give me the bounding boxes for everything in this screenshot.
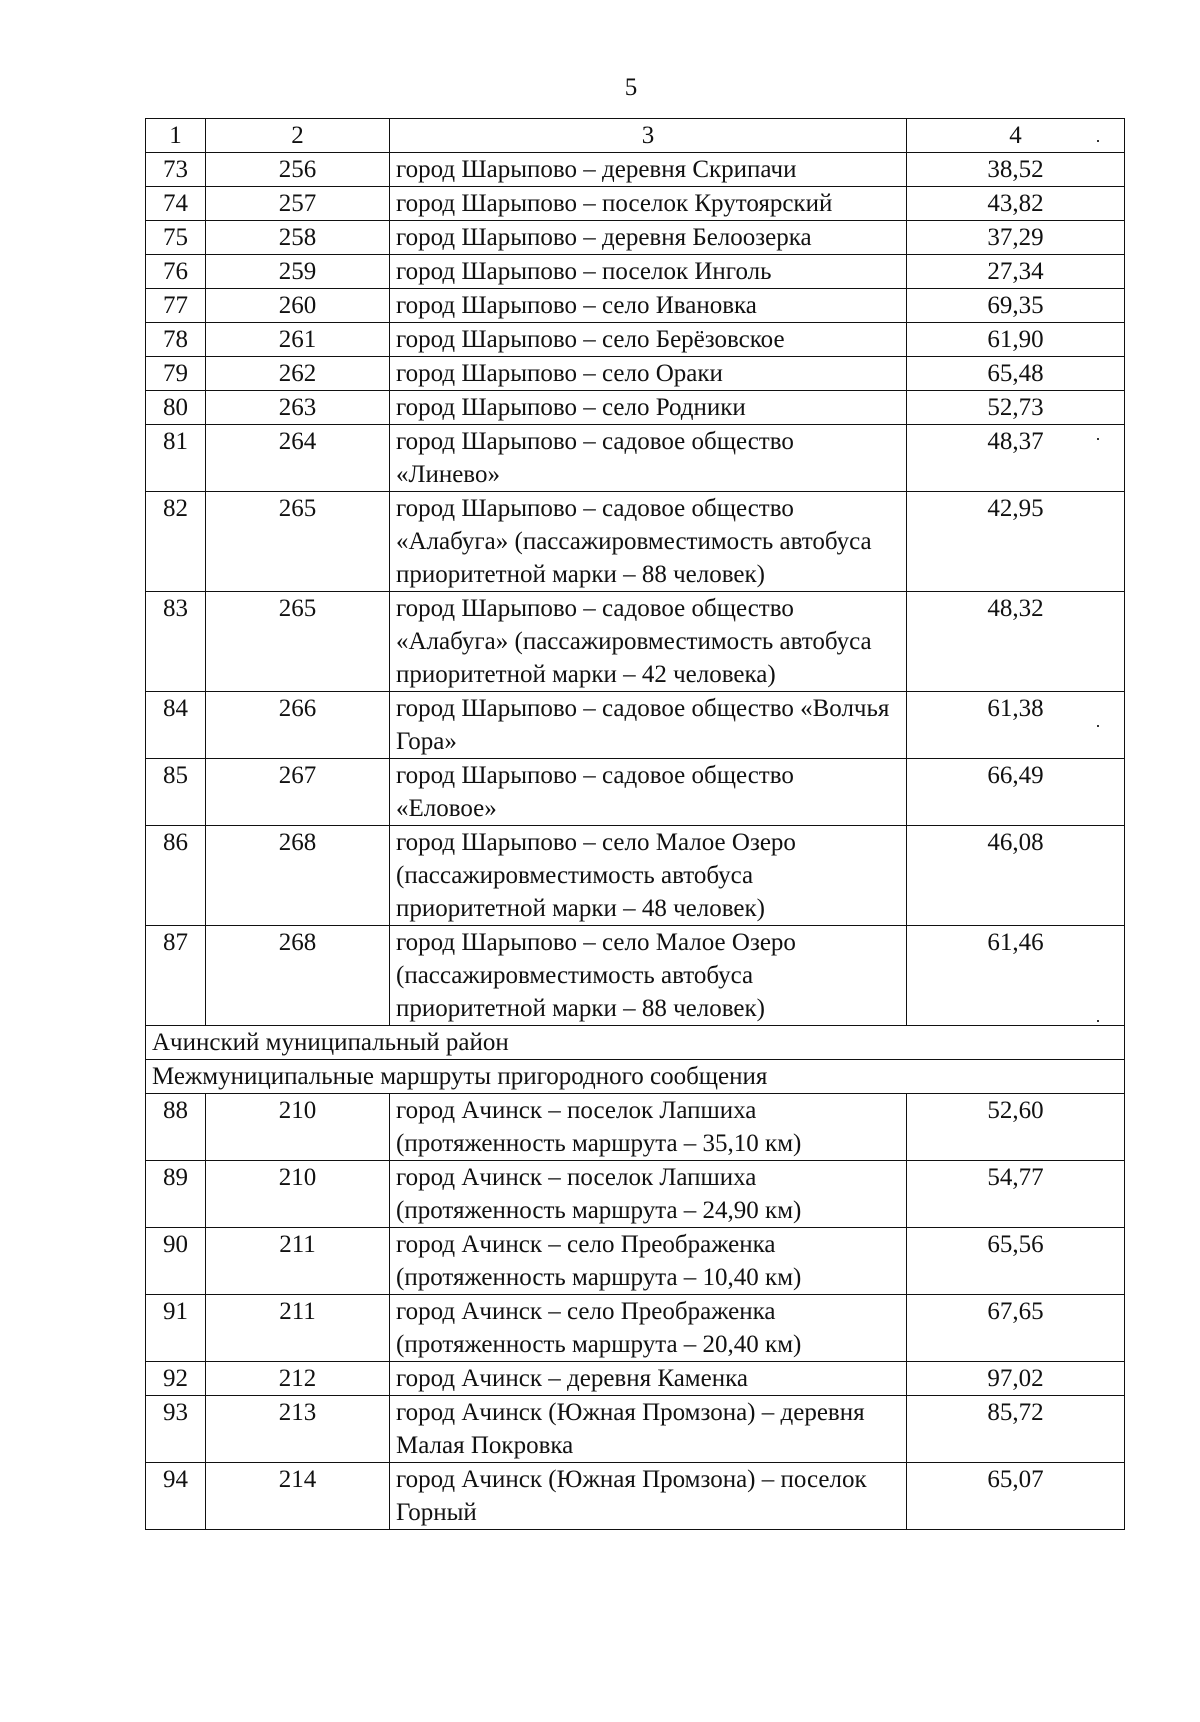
route-name-cell: город Шарыпово – село Родники <box>390 391 907 425</box>
route-number-cell: 262 <box>206 357 390 391</box>
row-number-cell: 79 <box>146 357 206 391</box>
route-name-cell: город Шарыпово – село Малое Озеро (пассажировместимость автобуса приоритетной марки – 88 человек) <box>390 926 907 1026</box>
route-number-cell: 212 <box>206 1362 390 1396</box>
table-row <box>146 1161 1125 1228</box>
table-header-row <box>146 119 1125 153</box>
row-number-cell: 92 <box>146 1362 206 1396</box>
row-number-cell: 82 <box>146 492 206 592</box>
header-cell-4: 4 <box>907 119 1125 153</box>
value-cell: 65,56 <box>907 1228 1125 1295</box>
table-row <box>146 153 1125 187</box>
row-number-cell: 84 <box>146 692 206 759</box>
section-title: Межмуниципальные маршруты пригородного сообщения <box>146 1060 1125 1094</box>
table-row <box>146 926 1125 1026</box>
value-cell: 37,29 <box>907 221 1125 255</box>
route-number-cell: 211 <box>206 1228 390 1295</box>
route-number-cell: 263 <box>206 391 390 425</box>
table-row <box>146 289 1125 323</box>
page-number: 5 <box>624 74 638 101</box>
scan-speck <box>1097 140 1099 142</box>
route-name-cell: город Шарыпово – деревня Белоозерка <box>390 221 907 255</box>
section-row <box>146 1060 1125 1094</box>
route-number-cell: 268 <box>206 826 390 926</box>
table-row <box>146 357 1125 391</box>
table-row <box>146 187 1125 221</box>
table-row <box>146 692 1125 759</box>
route-number-cell: 256 <box>206 153 390 187</box>
route-name-cell: город Ачинск – деревня Каменка <box>390 1362 907 1396</box>
route-name-cell: город Ачинск – поселок Лапшиха (протяженность маршрута – 24,90 км) <box>390 1161 907 1228</box>
route-name-cell: город Шарыпово – село Берёзовское <box>390 323 907 357</box>
route-number-cell: 211 <box>206 1295 390 1362</box>
row-number-cell: 89 <box>146 1161 206 1228</box>
route-number-cell: 214 <box>206 1463 390 1530</box>
route-number-cell: 213 <box>206 1396 390 1463</box>
header-cell-1: 1 <box>146 119 206 153</box>
table-row <box>146 1362 1125 1396</box>
row-number-cell: 75 <box>146 221 206 255</box>
scan-speck <box>1097 725 1099 727</box>
row-number-cell: 93 <box>146 1396 206 1463</box>
route-name-cell: город Шарыпово – поселок Крутоярский <box>390 187 907 221</box>
table-row <box>146 221 1125 255</box>
route-name-cell: город Ачинск – село Преображенка (протяженность маршрута – 20,40 км) <box>390 1295 907 1362</box>
value-cell: 46,08 <box>907 826 1125 926</box>
table-row <box>146 759 1125 826</box>
route-name-cell: город Ачинск (Южная Промзона) – деревня Малая Покровка <box>390 1396 907 1463</box>
table-row <box>146 255 1125 289</box>
row-number-cell: 74 <box>146 187 206 221</box>
scan-speck <box>1097 1020 1099 1022</box>
value-cell: 61,38 <box>907 692 1125 759</box>
value-cell: 48,37 <box>907 425 1125 492</box>
value-cell: 61,46 <box>907 926 1125 1026</box>
row-number-cell: 83 <box>146 592 206 692</box>
route-name-cell: город Шарыпово – село Ивановка <box>390 289 907 323</box>
route-number-cell: 260 <box>206 289 390 323</box>
route-number-cell: 258 <box>206 221 390 255</box>
value-cell: 67,65 <box>907 1295 1125 1362</box>
route-name-cell: город Шарыпово – садовое общество «Еловое» <box>390 759 907 826</box>
value-cell: 69,35 <box>907 289 1125 323</box>
value-cell: 27,34 <box>907 255 1125 289</box>
value-cell: 54,77 <box>907 1161 1125 1228</box>
header-cell-2: 2 <box>206 119 390 153</box>
row-number-cell: 77 <box>146 289 206 323</box>
row-number-cell: 91 <box>146 1295 206 1362</box>
value-cell: 85,72 <box>907 1396 1125 1463</box>
table-row <box>146 1463 1125 1530</box>
row-number-cell: 81 <box>146 425 206 492</box>
route-name-cell: город Шарыпово – село Малое Озеро (пассажировместимость автобуса приоритетной марки – 48 человек) <box>390 826 907 926</box>
row-number-cell: 76 <box>146 255 206 289</box>
scan-speck <box>1097 438 1099 440</box>
route-number-cell: 257 <box>206 187 390 221</box>
header-cell-3: 3 <box>390 119 907 153</box>
row-number-cell: 90 <box>146 1228 206 1295</box>
routes-table <box>145 118 1125 1530</box>
route-number-cell: 261 <box>206 323 390 357</box>
row-number-cell: 87 <box>146 926 206 1026</box>
route-number-cell: 210 <box>206 1161 390 1228</box>
value-cell: 38,52 <box>907 153 1125 187</box>
value-cell: 43,82 <box>907 187 1125 221</box>
row-number-cell: 78 <box>146 323 206 357</box>
value-cell: 65,48 <box>907 357 1125 391</box>
row-number-cell: 85 <box>146 759 206 826</box>
route-name-cell: город Ачинск (Южная Промзона) – поселок Горный <box>390 1463 907 1530</box>
route-number-cell: 210 <box>206 1094 390 1161</box>
section-title: Ачинский муниципальный район <box>146 1026 1125 1060</box>
table-row <box>146 1396 1125 1463</box>
table-row <box>146 425 1125 492</box>
table-row <box>146 492 1125 592</box>
table-row <box>146 1295 1125 1362</box>
row-number-cell: 73 <box>146 153 206 187</box>
value-cell: 52,73 <box>907 391 1125 425</box>
table-row <box>146 592 1125 692</box>
route-name-cell: город Шарыпово – село Ораки <box>390 357 907 391</box>
route-name-cell: город Шарыпово – садовое общество «Алабуга» (пассажировместимость автобуса приоритетной марки – 42 человека) <box>390 592 907 692</box>
route-number-cell: 268 <box>206 926 390 1026</box>
route-name-cell: город Ачинск – поселок Лапшиха (протяженность маршрута – 35,10 км) <box>390 1094 907 1161</box>
route-name-cell: город Шарыпово – садовое общество «Волчья Гора» <box>390 692 907 759</box>
route-number-cell: 264 <box>206 425 390 492</box>
row-number-cell: 94 <box>146 1463 206 1530</box>
row-number-cell: 88 <box>146 1094 206 1161</box>
route-name-cell: город Шарыпово – садовое общество «Линево» <box>390 425 907 492</box>
route-name-cell: город Ачинск – село Преображенка (протяженность маршрута – 10,40 км) <box>390 1228 907 1295</box>
route-number-cell: 265 <box>206 592 390 692</box>
route-name-cell: город Шарыпово – садовое общество «Алабуга» (пассажировместимость автобуса приоритетной марки – 88 человек) <box>390 492 907 592</box>
table-row <box>146 1094 1125 1161</box>
route-number-cell: 259 <box>206 255 390 289</box>
value-cell: 66,49 <box>907 759 1125 826</box>
route-number-cell: 265 <box>206 492 390 592</box>
value-cell: 52,60 <box>907 1094 1125 1161</box>
value-cell: 42,95 <box>907 492 1125 592</box>
table-row <box>146 826 1125 926</box>
row-number-cell: 86 <box>146 826 206 926</box>
route-name-cell: город Шарыпово – деревня Скрипачи <box>390 153 907 187</box>
table-row <box>146 323 1125 357</box>
table-row <box>146 391 1125 425</box>
value-cell: 61,90 <box>907 323 1125 357</box>
value-cell: 65,07 <box>907 1463 1125 1530</box>
table-row <box>146 1228 1125 1295</box>
route-number-cell: 266 <box>206 692 390 759</box>
section-row <box>146 1026 1125 1060</box>
row-number-cell: 80 <box>146 391 206 425</box>
value-cell: 48,32 <box>907 592 1125 692</box>
route-number-cell: 267 <box>206 759 390 826</box>
value-cell: 97,02 <box>907 1362 1125 1396</box>
route-name-cell: город Шарыпово – поселок Инголь <box>390 255 907 289</box>
